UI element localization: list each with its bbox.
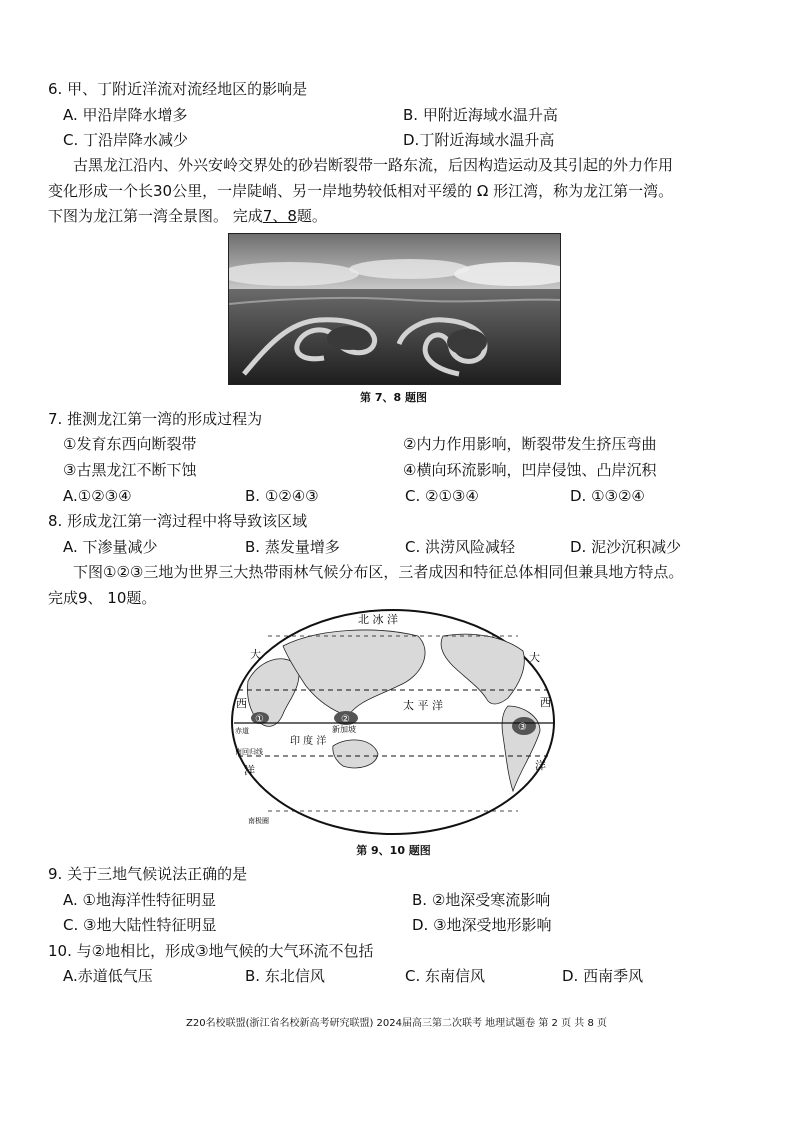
passage2-line1: 下图①②③三地为世界三大热带雨林气候分布区，三者成因和特征总体相同但兼具地方特点。	[73, 563, 684, 581]
q7-option-d: D. ①③②④	[570, 487, 645, 505]
map-caption: 第 9、10 题图	[356, 844, 431, 857]
page-footer: Z20名校联盟(浙江省名校新高考研究联盟) 2024届高三第二次联考 地理试题卷 第 2 页 共 8 页	[186, 1018, 607, 1029]
q10-option-d: D. 西南季风	[562, 967, 644, 985]
q8-option-c: C. 洪涝风险减轻	[405, 538, 516, 556]
passage1-line3-suffix: 题。	[296, 207, 327, 225]
atlantic-right-s-label: 洋	[535, 759, 546, 772]
tropic-label: 南回归线	[235, 748, 263, 756]
q9-option-d: D. ③地深受地形影响	[412, 916, 552, 934]
marker-1: ①	[255, 714, 264, 725]
q8-option-d: D. 泥沙沉积减少	[570, 538, 682, 556]
q7-statement-3: ③古黑龙江不断下蚀	[63, 461, 197, 479]
q10-option-b: B. 东北信风	[245, 967, 325, 985]
q7-statement-2: ②内力作用影响，断裂带发生挤压弯曲	[403, 435, 657, 453]
photo-illustration	[229, 234, 560, 384]
atlantic-left-s-label: 洋	[244, 764, 255, 777]
arctic-ocean-label: 北 冰 洋	[358, 613, 398, 626]
passage1-line3-prefix: 下图为龙江第一湾全景图。 完成	[48, 207, 263, 225]
equator-label: 赤道	[235, 727, 249, 735]
q9-stem: 9. 关于三地气候说法正确的是	[48, 865, 248, 883]
atlantic-right-w-label: 西	[540, 696, 551, 709]
q6-option-c: C. 丁沿岸降水减少	[63, 131, 189, 149]
q8-stem: 8. 形成龙江第一湾过程中将导致该区域	[48, 512, 308, 530]
q7-statement-1: ①发育东西向断裂带	[63, 435, 197, 453]
atlantic-left-w-label: 西	[236, 697, 247, 710]
q9-option-a: A. ①地海洋性特征明显	[63, 891, 216, 909]
q10-option-c: C. 东南信风	[405, 967, 486, 985]
photo-caption: 第 7、8 题图	[360, 391, 427, 404]
australia-land	[333, 740, 378, 768]
q7-statement-4: ④横向环流影响，凹岸侵蚀、凸岸沉积	[403, 461, 657, 479]
passage1-question-ref: 7、8	[262, 207, 297, 225]
passage1-line1: 古黑龙江沿内、外兴安岭交界处的砂岩断裂带一路东流，后因构造运动及其引起的外力作用	[73, 156, 674, 174]
q7-option-c: C. ②①③④	[405, 487, 479, 505]
world-map	[228, 606, 559, 839]
world-map-svg	[228, 606, 559, 839]
q6-stem: 6. 甲、丁附近洋流对流经地区的影响是	[48, 80, 308, 98]
q6-option-a: A. 甲沿岸降水增多	[63, 106, 188, 124]
q10-option-a: A.赤道低气压	[63, 967, 153, 985]
passage1-line2: 变化形成一个长30公里，一岸陡峭、另一岸地势较低相对平缓的 Ω 形江湾，称为龙江第一湾。	[48, 182, 674, 200]
indian-ocean-label: 印 度 洋	[290, 736, 327, 747]
marker-2: ②	[341, 714, 350, 725]
atlantic-left-n-label: 大	[250, 648, 261, 661]
q6-option-b: B. 甲附近海域水温升高	[403, 106, 558, 124]
longjiang-bend-photo	[228, 233, 561, 385]
marker-3: ③	[518, 722, 527, 733]
pacific-ocean-label: 太 平 洋	[403, 699, 443, 712]
q8-option-a: A. 下渗量减少	[63, 538, 158, 556]
passage2-line2: 完成9、 10题。	[48, 589, 157, 607]
q9-option-b: B. ②地深受寒流影响	[412, 891, 551, 909]
q8-option-b: B. 蒸发量增多	[245, 538, 340, 556]
q10-stem: 10. 与②地相比，形成③地气候的大气环流不包括	[48, 942, 374, 960]
antarctic-label: 南极圈	[248, 817, 269, 825]
q6-option-d: D.丁附近海域水温升高	[403, 131, 555, 149]
q7-option-a: A.①②③④	[63, 487, 132, 505]
singapore-label: 新加坡	[332, 725, 356, 734]
q7-option-b: B. ①②④③	[245, 487, 319, 505]
q7-stem: 7. 推测龙江第一湾的形成过程为	[48, 410, 263, 428]
atlantic-right-n-label: 大	[529, 651, 540, 664]
q9-option-c: C. ③地大陆性特征明显	[63, 916, 217, 934]
passage1-line3	[48, 206, 327, 226]
